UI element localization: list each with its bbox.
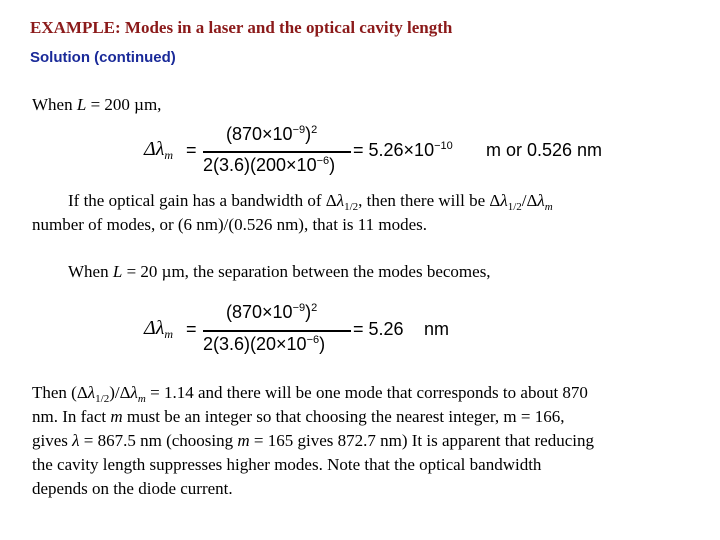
eq2-result: = 5.26	[353, 319, 404, 339]
eq2-denominator: $2(3.6)(20\times 10^{-6})$	[203, 334, 326, 354]
paragraph-cavity-20um: When L = 20 µm, the separation between the modes becomes,	[68, 262, 491, 281]
eq1-result: = $5.26\times 10^{-10}$	[353, 140, 453, 160]
eq1-equals: =	[186, 140, 197, 160]
text-segment: = 200 µm,	[86, 95, 162, 114]
eq1-denominator: $2(3.6)(200\times 10^{-6})$	[203, 155, 336, 175]
eq2-fraction-bar	[203, 330, 351, 332]
eq1-lhs: $\Delta\lambda_m$	[144, 138, 174, 162]
eq2-numerator: $(870\times 10^{-9})^2$	[226, 302, 318, 322]
slide-title: EXAMPLE: Modes in a laser and the optical cavity length	[30, 18, 453, 37]
paragraph-cavity-200um	[32, 93, 161, 117]
paragraph-conclusion-line4: the cavity length suppresses higher modes. Note that the optical bandwidth	[32, 455, 542, 474]
paragraph-gain-bandwidth-line1: If the optical gain has a bandwidth of $\Delta\lambda_{1/2}$, then there will be $\Delta\lambda_{1/2}/\Delta\lambda_m$	[68, 191, 553, 213]
eq2-lhs: $\Delta\lambda_m$	[144, 317, 174, 341]
slide-subtitle: Solution (continued)	[30, 49, 176, 66]
variable-L: L	[76, 95, 87, 114]
eq2-equals: =	[186, 319, 197, 339]
text-segment: When	[32, 95, 77, 114]
eq1-fraction-bar	[203, 151, 351, 153]
paragraph-conclusion-line5: depends on the diode current.	[32, 479, 233, 498]
paragraph-conclusion-line3: gives λ = 867.5 nm (choosing m = 165 gives 872.7 nm) It is apparent that reducing	[32, 431, 594, 450]
paragraph-conclusion-line2: nm. In fact m must be an integer so that choosing the nearest integer, m = 166,	[32, 407, 565, 426]
eq1-tail: m or 0.526 nm	[486, 140, 603, 160]
eq1-numerator: $(870\times 10^{-9})^2$	[226, 124, 318, 144]
paragraph-gain-bandwidth-line2: number of modes, or (6 nm)/(0.526 nm), that is 11 modes.	[32, 215, 428, 234]
paragraph-conclusion-line1: Then $(\Delta\lambda_{1/2})/\Delta\lambda_m = 1.14$ and there will be one mode that corresponds to about 870	[32, 383, 588, 405]
eq2-tail: nm	[424, 319, 450, 339]
